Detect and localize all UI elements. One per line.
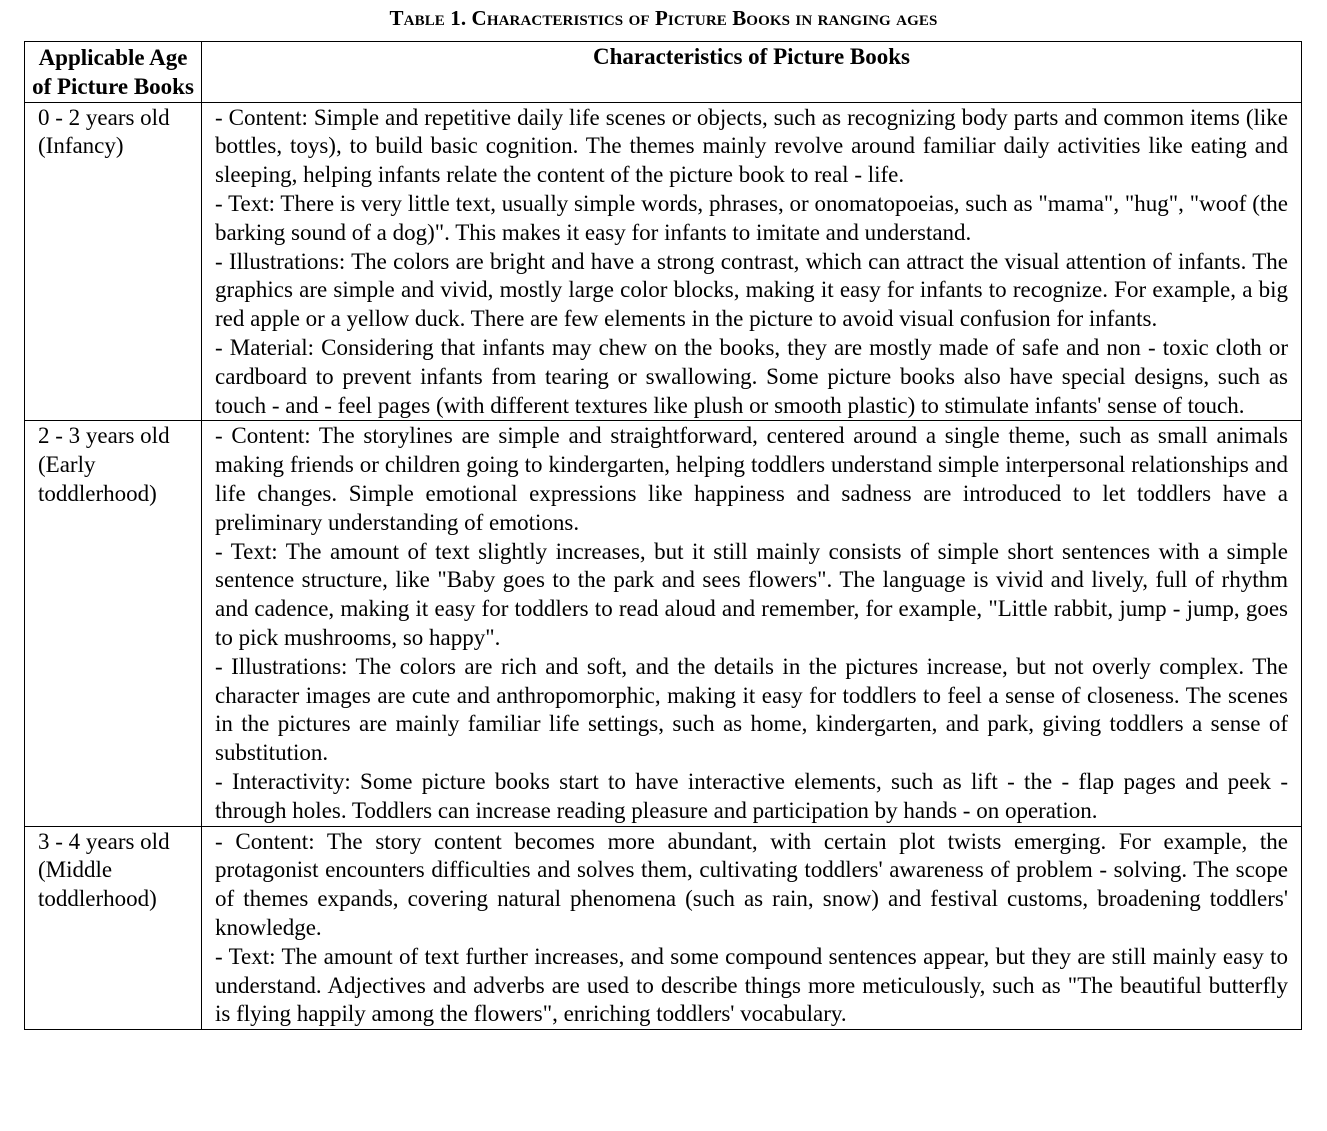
header-row xyxy=(25,42,1302,103)
paragraph: - Text: There is very little text, usually simple words, phrases, or onomatopoeias, such as "mama", "hug", "woof (the barking sound of a dog)". This makes it easy for infants to imitate and understand. xyxy=(215,190,1288,245)
age-cell: 2 - 3 years old (Early toddlerhood) xyxy=(25,421,202,826)
paragraph: - Content: The story content becomes more abundant, with certain plot twists emerging. For example, the protagonist encounters difficulties and solves them, cultivating toddlers' awareness of problem - solving. The scope of themes expands, covering natural phenomena (such as rain, snow) and festival customs, broadening toddlers' knowledge. xyxy=(215,828,1288,940)
picture-book-table xyxy=(24,41,1302,1030)
paragraph: - Content: The storylines are simple and straightforward, centered around a single theme, such as small animals making friends or children going to kindergarten, helping toddlers understand simple interpersonal relationships and life changes. Simple emotional expressions like happiness and sadness are introduced to let toddlers have a preliminary understanding of emotions. xyxy=(215,423,1288,535)
table-caption: Table 1. Characteristics of Picture Books in ranging ages xyxy=(389,6,938,30)
table-row xyxy=(25,826,1302,1030)
header-characteristics: Characteristics of Picture Books xyxy=(202,42,1302,103)
characteristics-cell xyxy=(202,421,1302,826)
age-cell: 0 - 2 years old (Infancy) xyxy=(25,102,202,421)
characteristics-cell xyxy=(202,826,1302,1030)
table-row xyxy=(25,421,1302,826)
paragraph: - Illustrations: The colors are bright and have a strong contrast, which can attract the visual attention of infants. The graphics are simple and vivid, mostly large color blocks, making it easy for infants to recognize. For example, a big red apple or a yellow duck. There are few elements in the picture to avoid visual confusion for infants. xyxy=(215,248,1288,332)
paragraph: - Illustrations: The colors are rich and soft, and the details in the pictures increase, but not overly complex. The character images are cute and anthropomorphic, making it easy for toddlers to feel a sense of closeness. The scenes in the pictures are mainly familiar life settings, such as home, kindergarten, and park, giving toddlers a sense of substitution. xyxy=(215,653,1288,766)
paragraph: - Content: Simple and repetitive daily life scenes or objects, such as recognizing body parts and common items (like bottles, toys), to build basic cognition. The themes mainly revolve around familiar daily activities like eating and sleeping, helping infants relate the content of the picture book to real - life. xyxy=(215,104,1288,188)
table-row xyxy=(25,102,1302,421)
paragraph: - Text: The amount of text further increases, and some compound sentences appear, but they are still mainly easy to understand. Adjectives and adverbs are used to describe things more meticulously, such as "The beautiful butterfly is flying happily among the flowers", enriching toddlers' vocabulary. xyxy=(215,943,1288,1027)
paragraph: - Material: Considering that infants may chew on the books, they are mostly made of safe and non - toxic cloth or cardboard to prevent infants from tearing or swallowing. Some picture books also have special designs, such as touch - and - feel pages (with different textures like plush or smooth plastic) to stimulate infants' sense of touch. xyxy=(215,334,1288,418)
age-cell: 3 - 4 years old (Middle toddlerhood) xyxy=(25,826,202,1030)
paragraph: - Text: The amount of text slightly increases, but it still mainly consists of simple short sentences with a simple sentence structure, like "Baby goes to the park and sees flowers". The language is vivid and lively, full of rhythm and cadence, making it easy for toddlers to read aloud and remember, for example, "Little rabbit, jump - jump, goes to pick mushrooms, so happy". xyxy=(215,538,1288,650)
characteristics-cell xyxy=(202,102,1302,421)
header-age: Applicable Age of Picture Books xyxy=(25,42,202,103)
paragraph: - Interactivity: Some picture books start to have interactive elements, such as lift - the - flap pages and peek - through holes. Toddlers can increase reading pleasure and participation by hands - on operation. xyxy=(215,768,1288,823)
